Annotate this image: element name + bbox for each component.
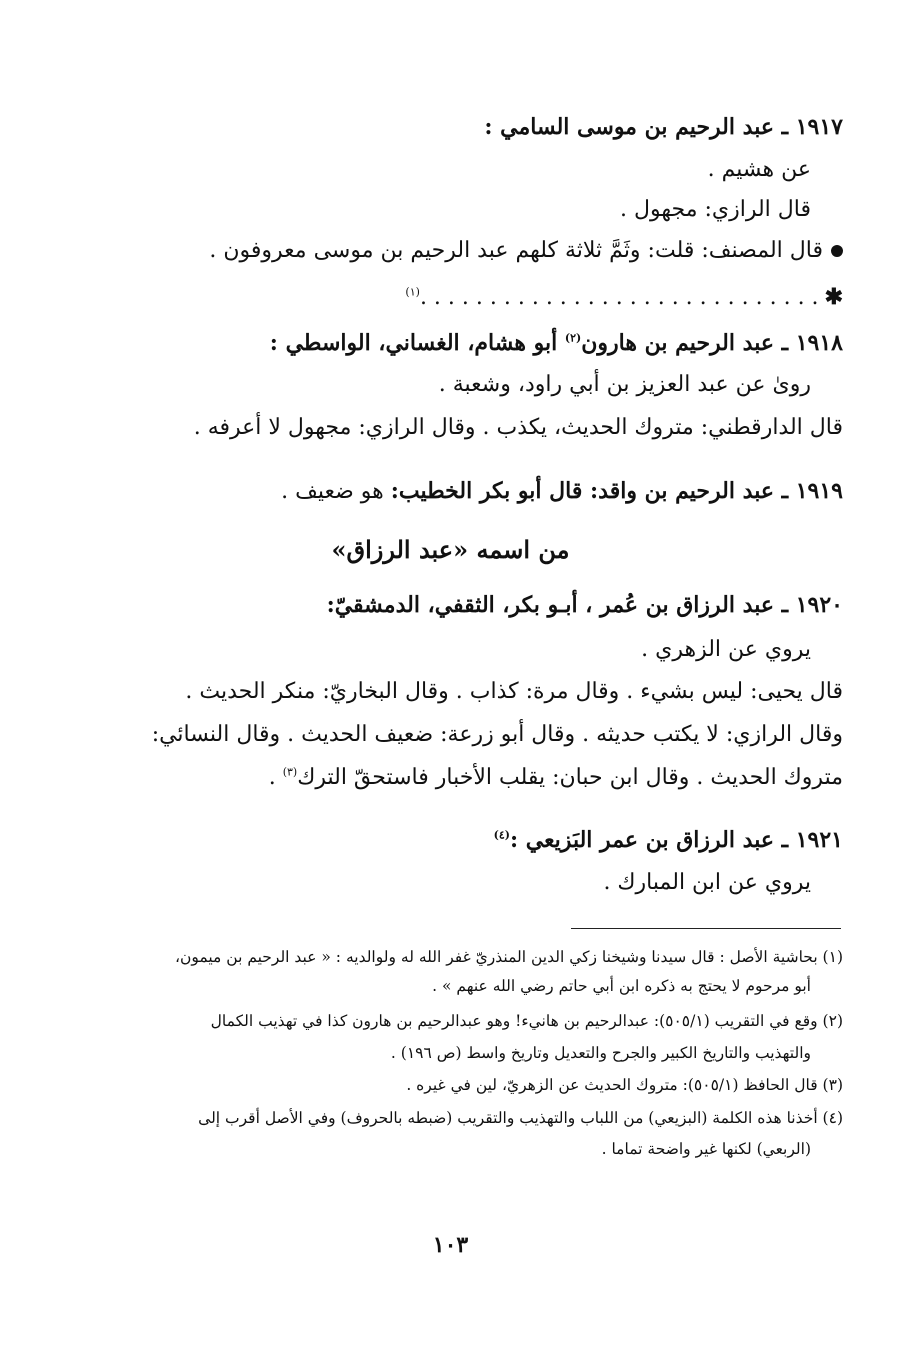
entry-line: قال الرازي: مجهول . [620,197,811,222]
footnote-ref[interactable]: (١) [405,285,420,299]
footnote-2: (٢) وقع في التقريب (٥٠٥/١): عبدالرحيم بن هانيء! وهو عبدالرحيم بن هارون كذا في تهذيب الكمال [210,1012,843,1030]
entry-line: يروي عن الزهري . [641,637,811,662]
entry-line: قال يحيى: ليس بشيء . وقال مرة: كذاب . وقال البخاريّ: منكر الحديث . [185,679,843,704]
entry-heading-1919: ١٩١٩ ـ عبد الرحيم بن واقد: قال أبو بكر الخطيب: هو ضعيف . [281,478,843,504]
entry-heading-1918: ١٩١٨ ـ عبد الرحيم بن هارون$^{(٢)}$ أبو هشام، الغساني، الواسطي : [269,330,843,356]
footnote-divider [571,928,841,929]
footnote-1: (١) بحاشية الأصل : قال سيدنا وشيخنا زكي الدين المنذريّ غفر الله له ولوالديه : « عبد الرحيم بن ميمون، [175,948,843,966]
entry-line: روىٰ عن عبد العزيز بن أبي راود، وشعبة . [438,372,811,397]
footnote-4-cont: (الربعي) لكنها غير واضحة تماما . [601,1140,811,1158]
entry-line: عن هشيم . [707,157,811,182]
footnote-2-cont: والتهذيب والتاريخ الكبير والجرح والتعديل وتاريخ واسط (ص ١٩٦) . [390,1044,811,1062]
footnote-ref[interactable]: (٣) [282,765,298,779]
footnote-4: (٤) أخذنا هذه الكلمة (البزيعي) من اللباب والتهذيب والتقريب (ضبطه بالحروف) وفي الأصل أقرب إلى [198,1109,843,1127]
entry-line: وقال الرازي: لا يكتب حديثه . وقال أبو زرعة: ضعيف الحديث . وقال النسائي: [151,722,843,747]
entry-line: يروي عن ابن المبارك . [603,870,811,895]
footnote-1-cont: أبو مرحوم لا يحتج به ذكره ابن أبي حاتم رضي الله عنهم » . [432,977,811,995]
footnote-ref[interactable]: (٤) [493,828,510,842]
entry-line: قال الدارقطني: متروك الحديث، يكذب . وقال الرازي: مجهول لا أعرفه . [193,415,843,440]
footnote-ref[interactable]: (٢) [564,331,582,345]
entry-heading-1920: ١٩٢٠ ـ عبد الرزاق بن عُمر ، أبـو بكر، الثقفي، الدمشقيّ: [326,592,843,618]
entry-line: متروك الحديث . وقال ابن حبان: يقلب الأخبار فاستحقّ الترك$^{(٣)}$ . [268,765,843,790]
section-title: من اسمه «عبد الرزاق» [331,535,570,564]
entry-heading-1917: ١٩١٧ ـ عبد الرحيم بن موسى السامي : [484,114,843,140]
entry-heading-1921: ١٩٢١ ـ عبد الرزاق بن عمر البَزيعي :$^{(٤)}$ [493,827,843,853]
author-note-line: قال المصنف: قلت: وثَمَّ ثلاثة كلهم عبد الرحيم بن موسى معروفون . [58,236,843,266]
page-number: ١٠٣ [432,1232,469,1258]
footnote-3: (٣) قال الحافظ (٥٠٥/١): متروك الحديث عن الزهريّ، لين في غيره . [406,1076,843,1094]
asterisk-icon: ✱ [824,284,843,310]
ellipsis-line: ✱. . . . . . . . . . . . . . . . . . . . . . . . . . . . .$^{(١)}$ [405,284,843,310]
bullet-icon [831,245,843,257]
